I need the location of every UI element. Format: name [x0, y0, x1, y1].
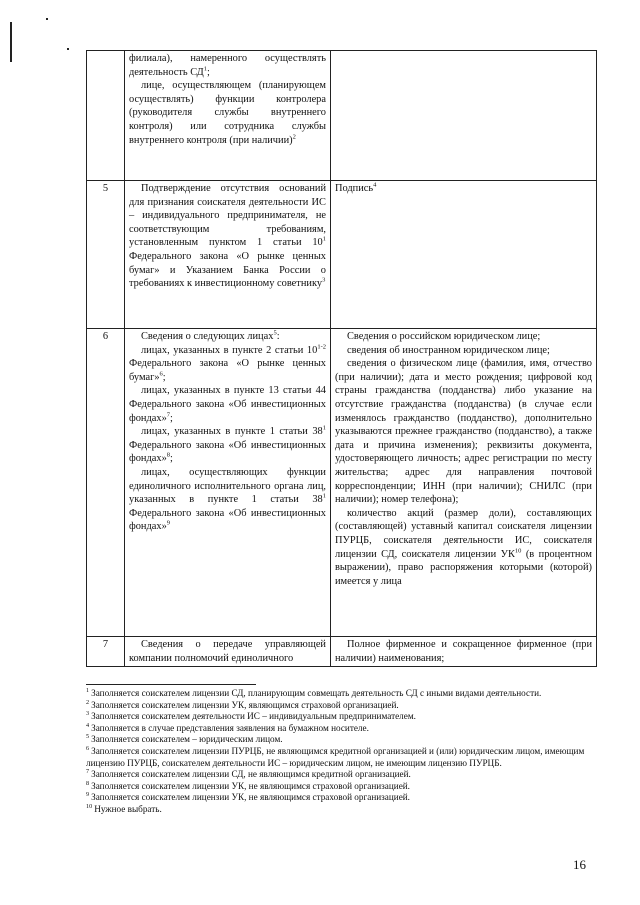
footnote-text: Заполняется соискателем лицензии СД, не являющимся кредитной организацией.	[91, 769, 411, 780]
footnote	[86, 734, 598, 746]
signature-label: Подпись	[335, 183, 374, 194]
footnote-text: Заполняется соискателем лицензии ПУРЦБ, не являющимся кредитной организацией и (или) юридическим лицом, имеющим лицензию ПУРЦБ, соискателем деятельности ИС – юридическим лицом, не имеющим лицензию ПУРЦБ.	[86, 745, 585, 768]
footnote-mark: 6	[86, 744, 90, 752]
footnote-ref: 1	[322, 492, 326, 500]
footnote	[86, 781, 598, 793]
cell-text: сведения об иностранном юридическом лице;	[347, 344, 550, 356]
scan-dot	[46, 18, 48, 20]
footnote-ref: 7	[166, 411, 171, 419]
footnote-mark: 3	[86, 710, 90, 718]
footnote-separator	[86, 684, 256, 685]
footnote-text: Заполняется соискателем лицензии УК, не являющимся страховой организацией.	[91, 792, 410, 803]
footnote	[86, 700, 598, 712]
footnote	[86, 746, 598, 769]
footnote-ref: 5	[273, 329, 277, 337]
row-number-cell: 6	[87, 329, 125, 637]
footnote-ref: 6	[159, 370, 163, 378]
table-row	[87, 637, 597, 667]
footnote-mark: 5	[86, 733, 90, 741]
row-number-cell: 5	[87, 181, 125, 329]
footnote-ref: 1-2	[317, 343, 326, 351]
cell-text: лицах, указанных в пункте 2 статьи 10	[141, 344, 318, 356]
cell-text: лицах, указанных в пункте 13 статьи 44 Федерального закона «Об инвестиционных фондах»	[129, 385, 326, 424]
cell-text: количество акций (размер доли), составляющих (составляющей) уставный капитал соискателя лицензии ПУРЦБ, соискателя деятельности ИС, соискателя лицензии СД, соискателя лицензии УК	[335, 507, 592, 560]
footnote-ref: 1	[322, 424, 326, 432]
footnote-ref: 9	[166, 519, 171, 527]
footnote-text: Заполняется соискателем лицензии УК, являющимся страховой организацией.	[91, 699, 399, 710]
cell-text: Полное фирменное и сокращенное фирменное (при наличии) наименования;	[335, 639, 592, 664]
table-row	[87, 51, 597, 181]
footnote-mark: 1	[86, 686, 90, 694]
footnote-mark: 10	[86, 802, 93, 810]
footnote-text: Заполняется соискателем – юридическим лицом.	[91, 734, 283, 745]
cell-text: филиала), намеренного осуществлять деятельность СД	[129, 53, 326, 78]
page-number: 16	[573, 857, 586, 872]
requirements-table	[86, 50, 597, 667]
cell-text: Федерального закона «Об инвестиционных фондах»	[129, 439, 326, 465]
cell-text: лицах, указанных в пункте 1 статьи 38	[141, 426, 323, 438]
row-content-cell	[331, 181, 597, 329]
footnote-ref: 8	[166, 451, 171, 459]
row-number-cell	[87, 51, 125, 181]
footnote	[86, 769, 598, 781]
cell-text: Сведения о следующих лицах	[141, 331, 274, 342]
cell-text: Сведения о передаче управляющей компании полномочий единоличного	[129, 639, 326, 664]
row-description-cell	[125, 637, 331, 667]
row-description-cell	[125, 181, 331, 329]
footnote	[86, 688, 598, 700]
row-content-cell	[331, 637, 597, 667]
footnote-text: Заполняется в случае представления заявления на бумажном носителе.	[91, 722, 369, 733]
cell-text: Подтверждение отсутствия оснований для признания соискателя деятельности ИС – индивидуального предпринимателя, не соответствующим требованиям, установленным пунктом 1 статьи 10	[129, 183, 326, 249]
footnote-mark: 8	[86, 779, 90, 787]
footnote	[86, 792, 598, 804]
scan-dot	[67, 48, 69, 50]
row-number-cell: 7	[87, 637, 125, 667]
footnote-text: Нужное выбрать.	[94, 803, 162, 814]
table-row	[87, 329, 597, 637]
footnote-ref: 2	[292, 133, 296, 141]
footnote-mark: 2	[86, 698, 90, 706]
footnote-text: Заполняется соискателем лицензии СД, планирующим совмещать деятельность СД с иными видами деятельности.	[91, 688, 542, 698]
cell-text: лицах, осуществляющих функции единоличного исполнительного органа лиц, указанных в пункте 1 статьи 38	[129, 466, 326, 506]
cell-text: лице, осуществляющем (планирующем осуществлять) функции контролера (руководителя службы внутреннего контроля) или сотрудника службы внутреннего контроля (при наличии)	[129, 80, 326, 146]
footnote-mark: 7	[86, 768, 90, 776]
footnote-ref: 1	[322, 235, 326, 243]
cell-text: Федерального закона «О рынке ценных бумаг» и Указанием Банка России о требованиях к инвестиционному советнику	[129, 250, 326, 290]
footnote	[86, 711, 598, 723]
footnote-ref: 10	[514, 547, 522, 555]
row-content-cell	[331, 51, 597, 181]
footnote-ref: 4	[373, 181, 377, 189]
footnote-ref: 1	[203, 65, 208, 73]
scan-margin-mark	[10, 22, 12, 62]
footnote-ref: 3	[322, 276, 326, 284]
footnote-mark: 4	[86, 721, 90, 729]
footnote	[86, 723, 598, 735]
cell-text: Федерального закона «О рынке ценных бумаг»	[129, 358, 326, 383]
footnote	[86, 804, 598, 816]
footnotes	[86, 688, 598, 816]
row-description-cell: Сведения о следующих лицах$^5$: лицах, указанных в пункте 2 статьи 10$^{1-2}$ Федерального закона «О рынке ценных бумаг»$^6$; лицах, указанных в пункте 13 статьи 44 Федерального закона «Об инвестиционных фондах»$^7$; лицах, указанных в пункте 1 статьи $38^1$ Федерального закона «Об инвестиционных фондах»$^8$; лицах, осуществляющих функции единоличного исполнительного органа лиц, указанных в пункте 1 статьи $38^1$ Федерального закона «Об инвестиционных фондах»$^9$	[125, 329, 331, 637]
cell-text: Федерального закона «Об инвестиционных фондах»	[129, 507, 326, 533]
footnote-mark: 9	[86, 791, 90, 799]
footnote-text: Заполняется соискателем лицензии УК, не являющимся страховой организацией.	[91, 780, 410, 791]
cell-text: Сведения о российском юридическом лице;	[347, 331, 541, 342]
cell-text: (в процентном выражении), право распоряжения которыми (которой) имеется у лица	[335, 548, 593, 587]
row-content-cell	[331, 329, 597, 637]
row-description-cell: филиала), намеренного осуществлять деятельность $СД^1$; лице, осуществляющем (планирующем осуществлять) функции контролера (руководителя службы внутреннего контроля) или сотрудника службы внутреннего контроля (при наличии)$^2$	[125, 51, 331, 181]
footnote-text: Заполняется соискателем деятельности ИС – индивидуальным предпринимателем.	[91, 711, 416, 722]
table-row	[87, 181, 597, 329]
cell-text: сведения о физическом лице (фамилия, имя, отчество (при наличии); дата и место рождения; цифровой код страны гражданства (подданства) либо указание на отсутствие гражданства (подданства) (в случае если изменялось гражданство (подданство), дополнительно указываются прежнее гражданство (подданство), а также дата и причина изменения); реквизиты документа, удостоверяющего личность; адрес регистрации по месту жительства; адрес для направления почтовой корреспонденции; ИНН (при наличии); СНИЛС (при наличии); номер телефона);	[335, 358, 592, 506]
